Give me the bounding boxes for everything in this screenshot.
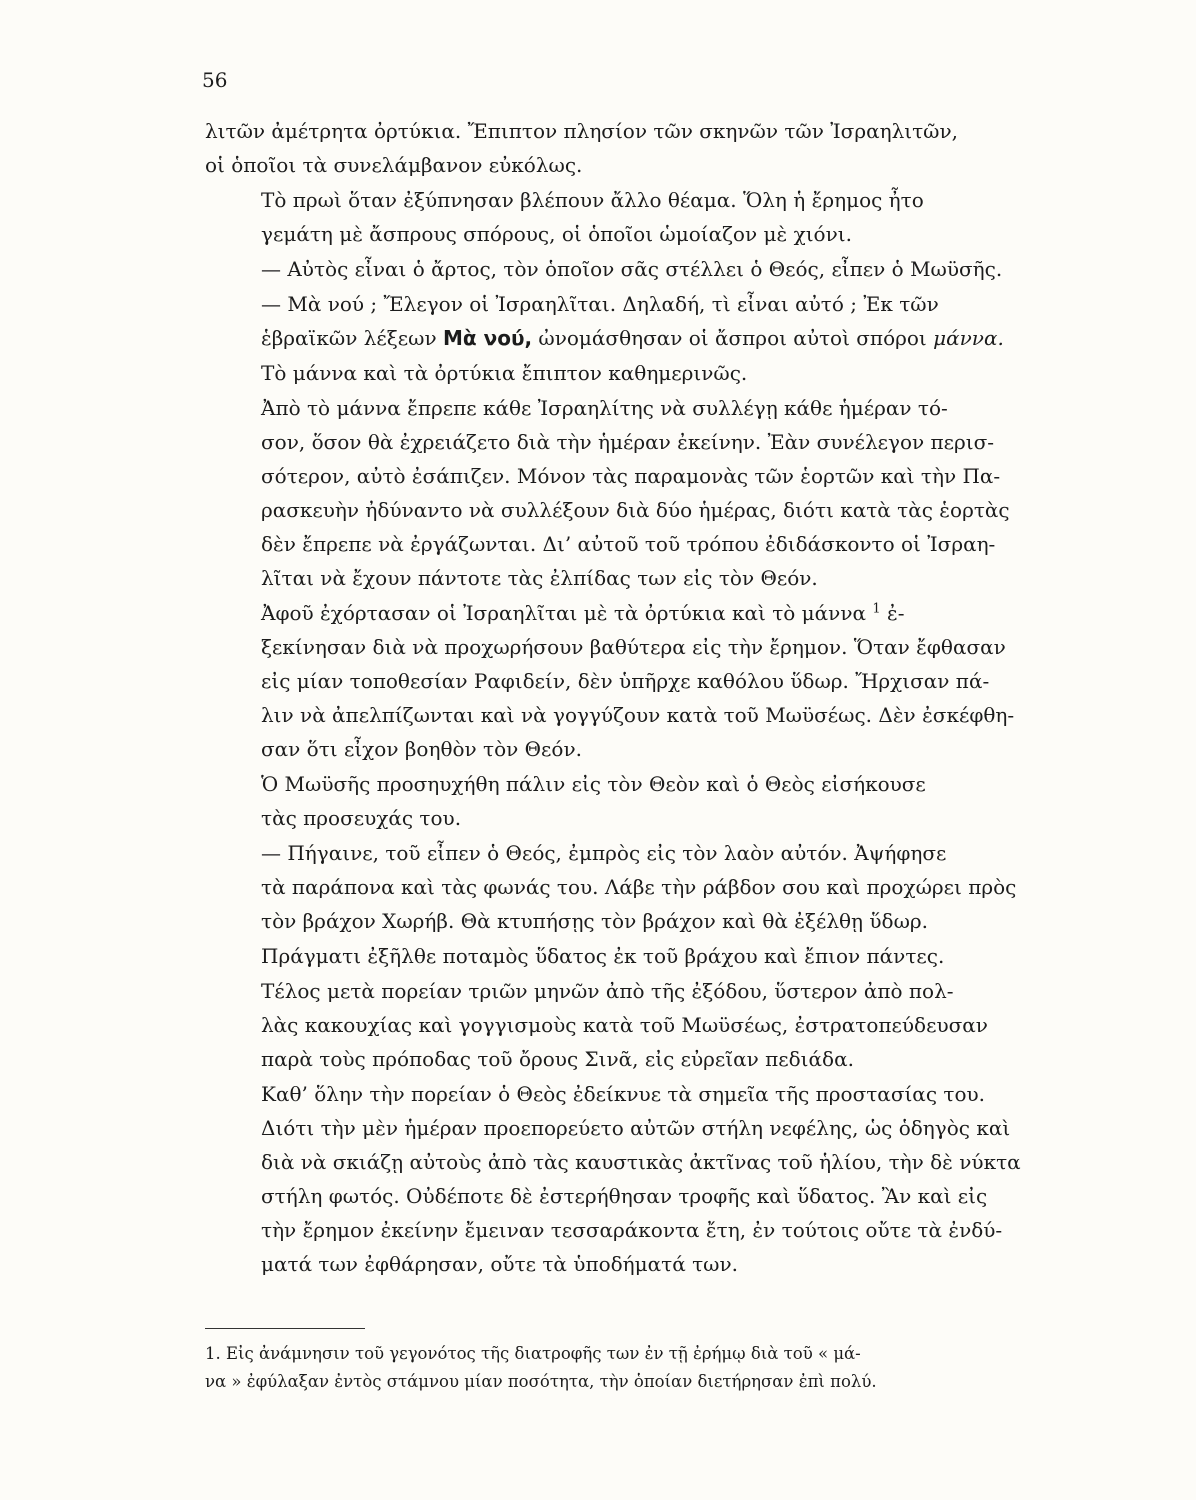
text-line: τὴν ἔρημον ἐκείνην ἔμειναν τεσσαράκοντα ἔτη, ἐν τούτοις οὔτε τὰ ἐνδύ- [261,1218,1003,1242]
paragraph [205,287,1065,355]
text-line: σαν ὅτι εἶχον βοηθὸν τὸν Θεόν. [261,737,582,761]
text-line: λὰς κακουχίας καὶ γογγισμοὺς κατὰ τοῦ Μωϋσέως, ἐστρατοπεύδευσαν [261,1013,988,1037]
text-line: εἰς μίαν τοποθεσίαν Ραφιδείν, δὲν ὑπῆρχε καθόλου ὕδωρ. Ἤρχισαν πά- [261,669,990,693]
text-line: παρὰ τοὺς πρόποδας τοῦ ὄρους Σινᾶ, εἰς εὐρεῖαν πεδιάδα. [261,1047,854,1071]
text-line: γεμάτη μὲ ἄσπρους σπόρους, οἱ ὁποῖοι ὡμοίαζον μὲ χιόνι. [261,222,852,246]
text-line: λῖται νὰ ἔχουν πάντοτε τὰς ἐλπίδας των εἰς τὸν Θεόν. [261,566,818,590]
text-line: ξεκίνησαν διὰ νὰ προχωρήσουν βαθύτερα εἰς τὴν ἔρημον. Ὅταν ἔφθασαν [261,635,1006,659]
text-line: Ὁ Μωϋσῆς προσηυχήθη πάλιν εἰς τὸν Θεὸν καὶ ὁ Θεὸς εἰσήκουσε [261,772,926,796]
text-line: — Μὰ νού ; Ἔλεγον οἱ Ἰσραηλῖται. Δηλαδή, τὶ εἶναι αὐτό ; Ἐκ τῶν [261,292,939,316]
footnote [205,1340,1065,1396]
text-line: λιτῶν ἀμέτρητα ὀρτύκια. Ἔπιπτον πλησίον τῶν σκηνῶν τῶν Ἰσραηλιτῶν, [205,119,958,143]
text-line: — Πήγαινε, τοῦ εἶπεν ὁ Θεός, ἐμπρὸς εἰς τὸν λαὸν αὐτόν. Ἀψήφησε [261,841,947,865]
text-line: στήλη φωτός. Οὐδέποτε δὲ ἐστερήθησαν τροφῆς καὶ ὕδατος. Ἂν καὶ εἰς [261,1184,988,1208]
text-line: — Αὐτὸς εἶναι ὁ ἄρτος, τὸν ὁποῖον σᾶς στέλλει ὁ Θεός, εἶπεν ὁ Μωϋσῆς. [261,257,1003,281]
text-segment: ἑβραϊκῶν λέξεων [261,326,443,350]
paragraph [205,1077,1065,1281]
paragraph [205,356,1065,390]
page-number: 56 [202,68,228,92]
text-line: τὰς προσευχάς του. [261,806,462,830]
paragraph [205,939,1065,973]
paragraph [205,252,1065,286]
text-line: Τὸ μάννα καὶ τὰ ὀρτύκια ἔπιπτον καθημερινῶς. [261,361,748,385]
text-line: Τὸ πρωὶ ὅταν ἐξύπνησαν βλέπουν ἄλλο θέαμα. Ὅλη ἡ ἔρημος ἦτο [261,188,924,212]
bold-term: Μὰ νού, [442,326,533,350]
footnote-ref: 1 [872,601,881,617]
text-line: οἱ ὁποῖοι τὰ συνελάμβανον εὐκόλως. [205,153,583,177]
text-line [205,321,1065,355]
text-line: δὲν ἔπρεπε νὰ ἐργάζωνται. Δι’ αὐτοῦ τοῦ τρόπου ἐδιδάσκοντο οἱ Ἰσραη- [261,532,996,556]
paragraph [205,974,1065,1076]
text-segment: Ἀφοῦ ἐχόρτασαν οἱ Ἰσραηλῖται μὲ τὰ ὀρτύκια καὶ τὸ μάννα [261,601,873,625]
text-segment: ἐ- [880,601,905,625]
text-line: Διότι τὴν μὲν ἡμέραν προεπορεύετο αὐτῶν στήλη νεφέλης, ὡς ὁδηγὸς καὶ [261,1116,1011,1140]
text-segment: ὠνομάσθησαν οἱ ἄσπροι αὐτοὶ σπόροι [532,326,934,350]
paragraph [205,114,1065,182]
paragraph [205,391,1065,595]
paragraph [205,836,1065,938]
text-line: ρασκευὴν ἠδύναντο νὰ συλλέξουν διὰ δύο ἡμέρας, διότι κατὰ τὰς ἑορτὰς [261,498,1010,522]
paragraph [205,596,1065,766]
italic-term: μάννα. [933,326,1004,350]
footnote-divider [205,1328,365,1329]
text-line: Πράγματι ἐξῆλθε ποταμὸς ὕδατος ἐκ τοῦ βράχου καὶ ἔπιον πάντες. [261,944,945,968]
body-text [205,114,1065,1282]
text-line: τὰ παράπονα καὶ τὰς φωνάς του. Λάβε τὴν ράβδον σου καὶ προχώρει πρὸς [261,875,1017,899]
text-line: Ἀπὸ τὸ μάννα ἔπρεπε κάθε Ἰσραηλίτης νὰ συλλέγῃ κάθε ἡμέραν τό- [261,396,948,420]
text-line: Καθ’ ὅλην τὴν πορείαν ὁ Θεὸς ἐδείκνυε τὰ σημεῖα τῆς προστασίας του. [261,1082,985,1106]
paragraph [205,183,1065,251]
text-line: σότερον, αὐτὸ ἐσάπιζεν. Μόνον τὰς παραμονὰς τῶν ἑορτῶν καὶ τὴν Πα- [261,464,1001,488]
text-line: διὰ νὰ σκιάζῃ αὐτοὺς ἀπὸ τὰς καυστικὰς ἀκτῖνας τοῦ ἡλίου, τὴν δὲ νύκτα [261,1150,1021,1174]
text-line [205,596,1065,630]
footnote-line: 1. Εἰς ἀνάμνησιν τοῦ γεγονότος τῆς διατροφῆς των ἐν τῇ ἐρήμῳ διὰ τοῦ « μά- [205,1344,861,1363]
text-line: τὸν βράχον Χωρήβ. Θὰ κτυπήσῃς τὸν βράχον καὶ θὰ ἐξέλθῃ ὕδωρ. [261,909,929,933]
text-line: λιν νὰ ἀπελπίζωνται καὶ νὰ γογγύζουν κατὰ τοῦ Μωϋσέως. Δὲν ἐσκέφθη- [261,703,1015,727]
paragraph [205,767,1065,835]
footnote-line: να » ἐφύλαξαν ἐντὸς στάμνου μίαν ποσότητα, τὴν ὁποίαν διετήρησαν ἐπὶ πολύ. [205,1372,877,1391]
text-line: σον, ὅσον θὰ ἐχρειάζετο διὰ τὴν ἡμέραν ἐκείνην. Ἐὰν συνέλεγον περισ- [261,430,995,454]
text-line: ματά των ἐφθάρησαν, οὔτε τὰ ὑποδήματά των. [261,1252,738,1276]
text-line: Τέλος μετὰ πορείαν τριῶν μηνῶν ἀπὸ τῆς ἐξόδου, ὕστερον ἀπὸ πολ- [261,979,954,1003]
